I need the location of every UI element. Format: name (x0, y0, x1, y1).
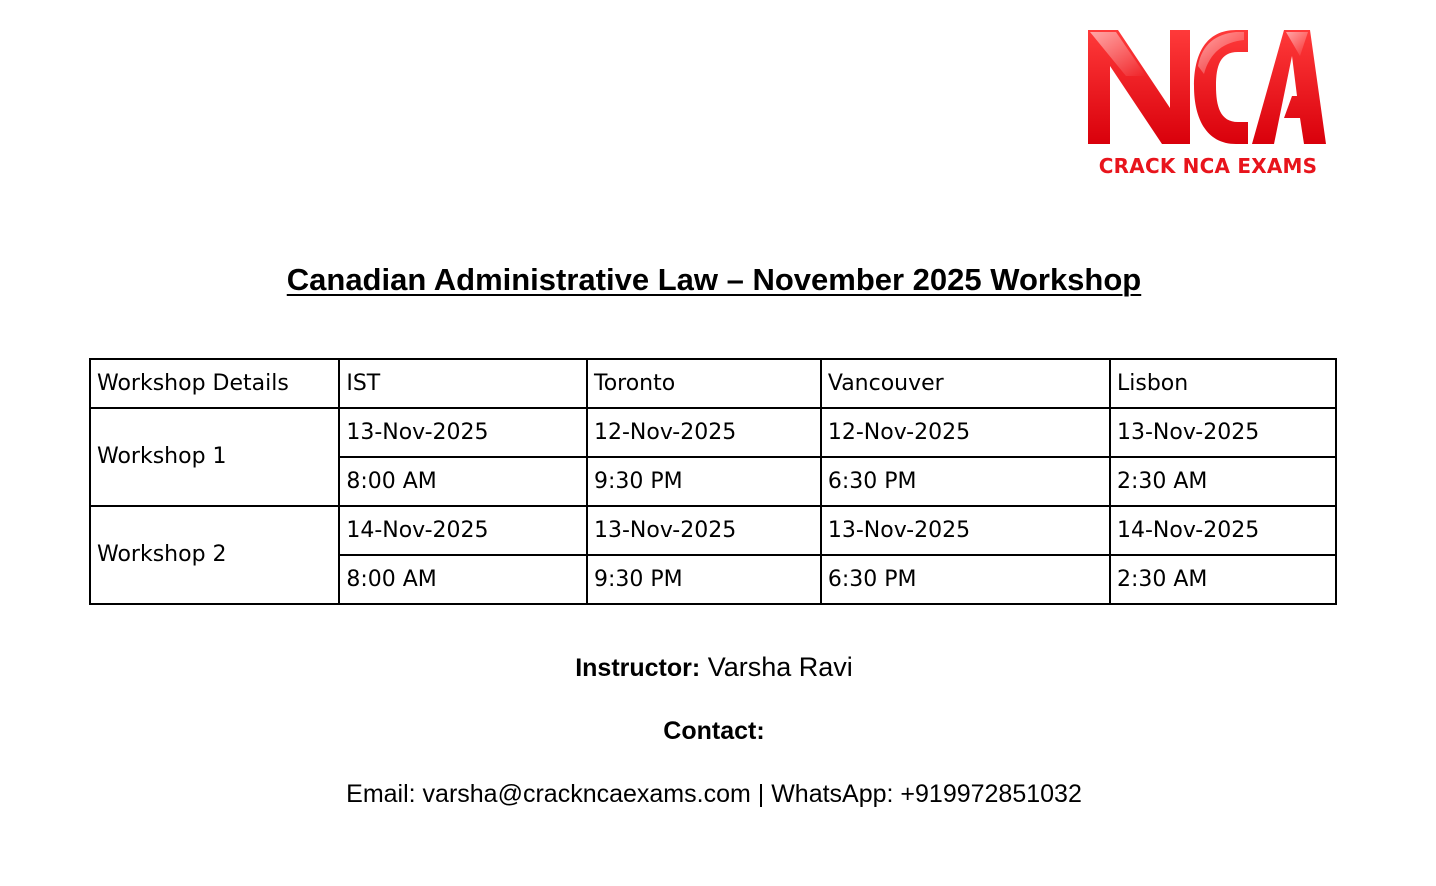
header-ist: IST (339, 359, 587, 408)
workshop-2-time-lisbon: 2:30 AM (1110, 555, 1336, 604)
workshop-2-date-ist: 14-Nov-2025 (339, 506, 587, 555)
workshop-2-date-lisbon: 14-Nov-2025 (1110, 506, 1336, 555)
contact-details: Email: varsha@crackncaexams.com | WhatsApp: +919972851032 (346, 780, 1082, 808)
header-workshop-details: Workshop Details (90, 359, 339, 408)
page-title (0, 262, 1428, 298)
workshop-1-time-toronto: 9:30 PM (587, 457, 821, 506)
instructor-label: Instructor: (575, 654, 701, 682)
header-vancouver: Vancouver (821, 359, 1110, 408)
workshop-1-date-ist: 13-Nov-2025 (339, 408, 587, 457)
workshop-2-name: Workshop 2 (90, 506, 339, 604)
table-row (90, 408, 1336, 457)
workshop-1-time-vancouver: 6:30 PM (821, 457, 1110, 506)
instructor-line (0, 652, 1428, 683)
workshop-1-date-lisbon: 13-Nov-2025 (1110, 408, 1336, 457)
header-toronto: Toronto (587, 359, 821, 408)
workshop-2-time-ist: 8:00 AM (339, 555, 587, 604)
workshop-schedule-table (89, 358, 1337, 605)
page-title-text: Canadian Administrative Law – November 2025 Workshop (286, 262, 1142, 297)
workshop-1-date-vancouver: 12-Nov-2025 (821, 408, 1110, 457)
workshop-2-date-vancouver: 13-Nov-2025 (821, 506, 1110, 555)
workshop-1-time-lisbon: 2:30 AM (1110, 457, 1336, 506)
logo-wordmark: CRACK NCA EXAMS (1098, 154, 1318, 178)
nca-logo-mark (1086, 26, 1330, 150)
crack-nca-logo (1086, 26, 1330, 182)
table-header-row (90, 359, 1336, 408)
workshop-1-time-ist: 8:00 AM (339, 457, 587, 506)
workshop-1-name: Workshop 1 (90, 408, 339, 506)
table-row (90, 506, 1336, 555)
header-lisbon: Lisbon (1110, 359, 1336, 408)
workshop-2-date-toronto: 13-Nov-2025 (587, 506, 821, 555)
workshop-2-time-toronto: 9:30 PM (587, 555, 821, 604)
instructor-name: Varsha Ravi (707, 652, 853, 682)
workshop-1-date-toronto: 12-Nov-2025 (587, 408, 821, 457)
workshop-2-time-vancouver: 6:30 PM (821, 555, 1110, 604)
contact-heading: Contact: (663, 717, 765, 745)
